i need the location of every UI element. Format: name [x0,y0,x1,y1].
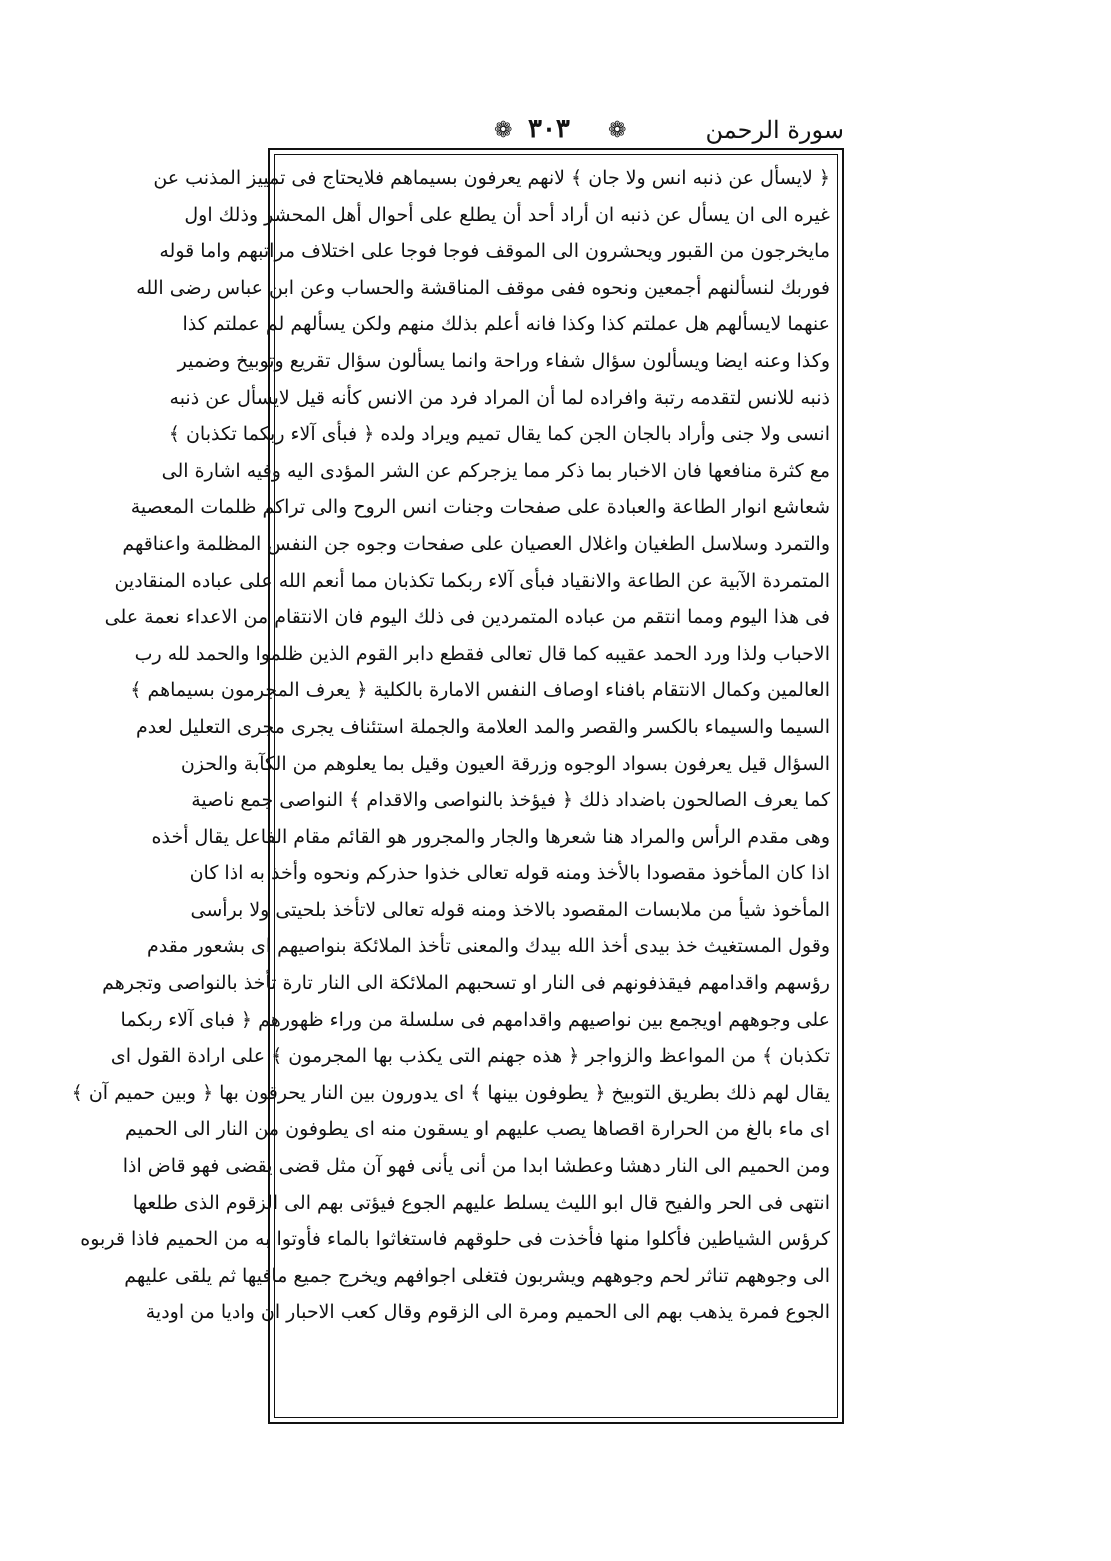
text-line: ذنبه للانس لتقدمه رتبة وافراده لما أن المراد فرد من الانس كأنه قيل لايسأل عن ذنبه [169,386,830,409]
text-line: المتمردة الآبية عن الطاعة والانقياد فبأى آلاء ربكما تكذبان مما أنعم الله على عباده المنقادين [114,569,830,592]
text-line: اى ماء بالغ من الحرارة اقصاها يصب عليهم او يسقون منه اى يطوفون من النار الى الحميم [124,1118,830,1141]
text-line: تكذبان ﴾ من المواعظ والزواجر ﴿ هذه جهنم التى يكذب بها المجرمون ﴾ على ارادة القول اى [110,1045,830,1068]
page-number: ٣٠٣ [528,114,570,144]
text-line: السؤال قيل يعرفون بسواد الوجوه وزرقة العيون وقيل بما يعلوهم من الكآبة والحزن [180,752,830,775]
text-line: ومن الحميم الى النار دهشا وعطشا ابدا من أنى يأنى فهو آن مثل قضى يقضى فهو قاض اذا [122,1155,830,1178]
text-line: انتهى فى الحر والفيح قال ابو الليث يسلط عليهم الجوع فيؤتى بهم الى الزقوم الذى طلعها [132,1191,830,1214]
text-line: على وجوههم اويجمع بين نواصيهم واقدامهم فى سلسلة من وراء ظهورهم ﴿ فباى آلاء ربكما [120,1008,830,1031]
page-header [268,108,848,148]
text-line: السيما والسيماء بالكسر والقصر والمد العلامة والجملة استئناف يجرى مجرى التعليل لعدم [136,715,830,738]
body-text [71,160,830,1331]
text-line: يقال لهم ذلك بطريق التوبيخ ﴿ يطوفون بينها ﴾ اى يدورون بين النار يحرقون بها ﴿ وبين حميم آن ﴾ [71,1081,830,1104]
text-frame [71,148,844,1424]
text-line: فى هذا اليوم ومما انتقم من عباده المتمردين فى ذلك اليوم فان الانتقام من الاعداء نعمة على [104,606,830,629]
text-line: عنهما لايسألهم هل عملتم كذا وكذا فانه أعلم بذلك منهم ولكن يسألهم لم عملتم كذا [182,313,830,336]
text-line: الى وجوههم تناثر لحم وجوههم ويشربون فتغلى اجوافهم ويخرج جميع مافيها ثم يلقى عليهم [124,1264,830,1287]
text-line: المأخوذ شيأ من ملابسات المقصود بالاخذ ومنه قوله تعالى لاتأخذ بلحيتى ولا برأسى [190,898,830,921]
text-line: ﴿ لايسأل عن ذنبه انس ولا جان ﴾ لانهم يعرفون بسيماهم فلايحتاج فى تمييز المذنب عن [153,167,830,189]
text-line: الاحباب ولذا ورد الحمد عقيبه كما قال تعالى فقطع دابر القوم الذين ظلموا والحمد لله رب [134,642,830,665]
text-line: العالمين وكمال الانتقام بافناء اوصاف النفس الامارة بالكلية ﴿ يعرف المجرمون بسيماهم ﴾ [130,679,830,702]
text-line: فوربك لنسألنهم أجمعين ونحوه ففى موقف المناقشة والحساب وعن ابن عباس رضى الله [136,276,830,299]
text-line: شعاشع انوار الطاعة والعبادة على صفحات وجنات انس الروح والى تراكم ظلمات المعصية [130,496,830,519]
text-line: والتمرد وسلاسل الطغيان واغلال العصيان على صفحات وجوه جن النفس المظلمة واعناقهم [122,532,830,555]
text-line: رؤسهم واقدامهم فيقذفونهم فى النار او تسحبهم الملائكة الى النار تارة تأخذ بالنواصى وتجرهم [102,972,830,995]
text-line: مع كثرة منافعها فان الاخبار بما ذكر مما يزجركم عن الشر المؤدى اليه وفيه اشارة الى [161,459,830,482]
text-line: اذا كان المأخوذ مقصودا بالأخذ ومنه قوله تعالى خذوا حذركم ونحوه وأخذ به اذا كان [189,862,830,885]
text-line: مايخرجون من القبور ويحشرون الى الموقف فوجا فوجا على اختلاف مراتبهم واما قوله [159,240,830,263]
text-line: انسى ولا جنى وأراد بالجان الجن كما يقال تميم ويراد ولده ﴿ فبأى آلاء ربكما تكذبان ﴾ [168,423,830,446]
text-line: غيره الى ان يسأل عن ذنبه ان أراد أحد أن يطلع على أحوال أهل المحشر وذلك اول [184,203,830,226]
text-line: كرؤس الشياطين فأكلوا منها فأخذت فى حلوقهم فاستغاثوا بالماء فأوتوا به من الحميم فاذا قربوه [80,1228,830,1251]
surah-title: سورة الرحمن [705,116,844,144]
text-line: وقول المستغيث خذ بيدى أخذ الله بيدك والمعنى تأخذ الملائكة بنواصيهم اى بشعور مقدم [146,935,830,958]
ornament-left-icon: ❁ [494,118,513,143]
text-line: وكذا وعنه ايضا ويسألون سؤال شفاء وراحة وانما يسألون سؤال تقريع وتوبيخ وضمير [177,349,830,372]
text-line: الجوع فمرة يذهب بهم الى الحميم ومرة الى الزقوم وقال كعب الاحبار ان واديا من اودية [145,1301,830,1324]
text-line: كما يعرف الصالحون باضداد ذلك ﴿ فيؤخذ بالنواصى والاقدام ﴾ النواصى جمع ناصية [191,789,830,812]
ornament-right-icon: ❁ [608,118,627,143]
text-line: وهى مقدم الرأس والمراد هنا شعرها والجار والمجرور هو القائم مقام الفاعل يقال أخذه [151,825,830,848]
